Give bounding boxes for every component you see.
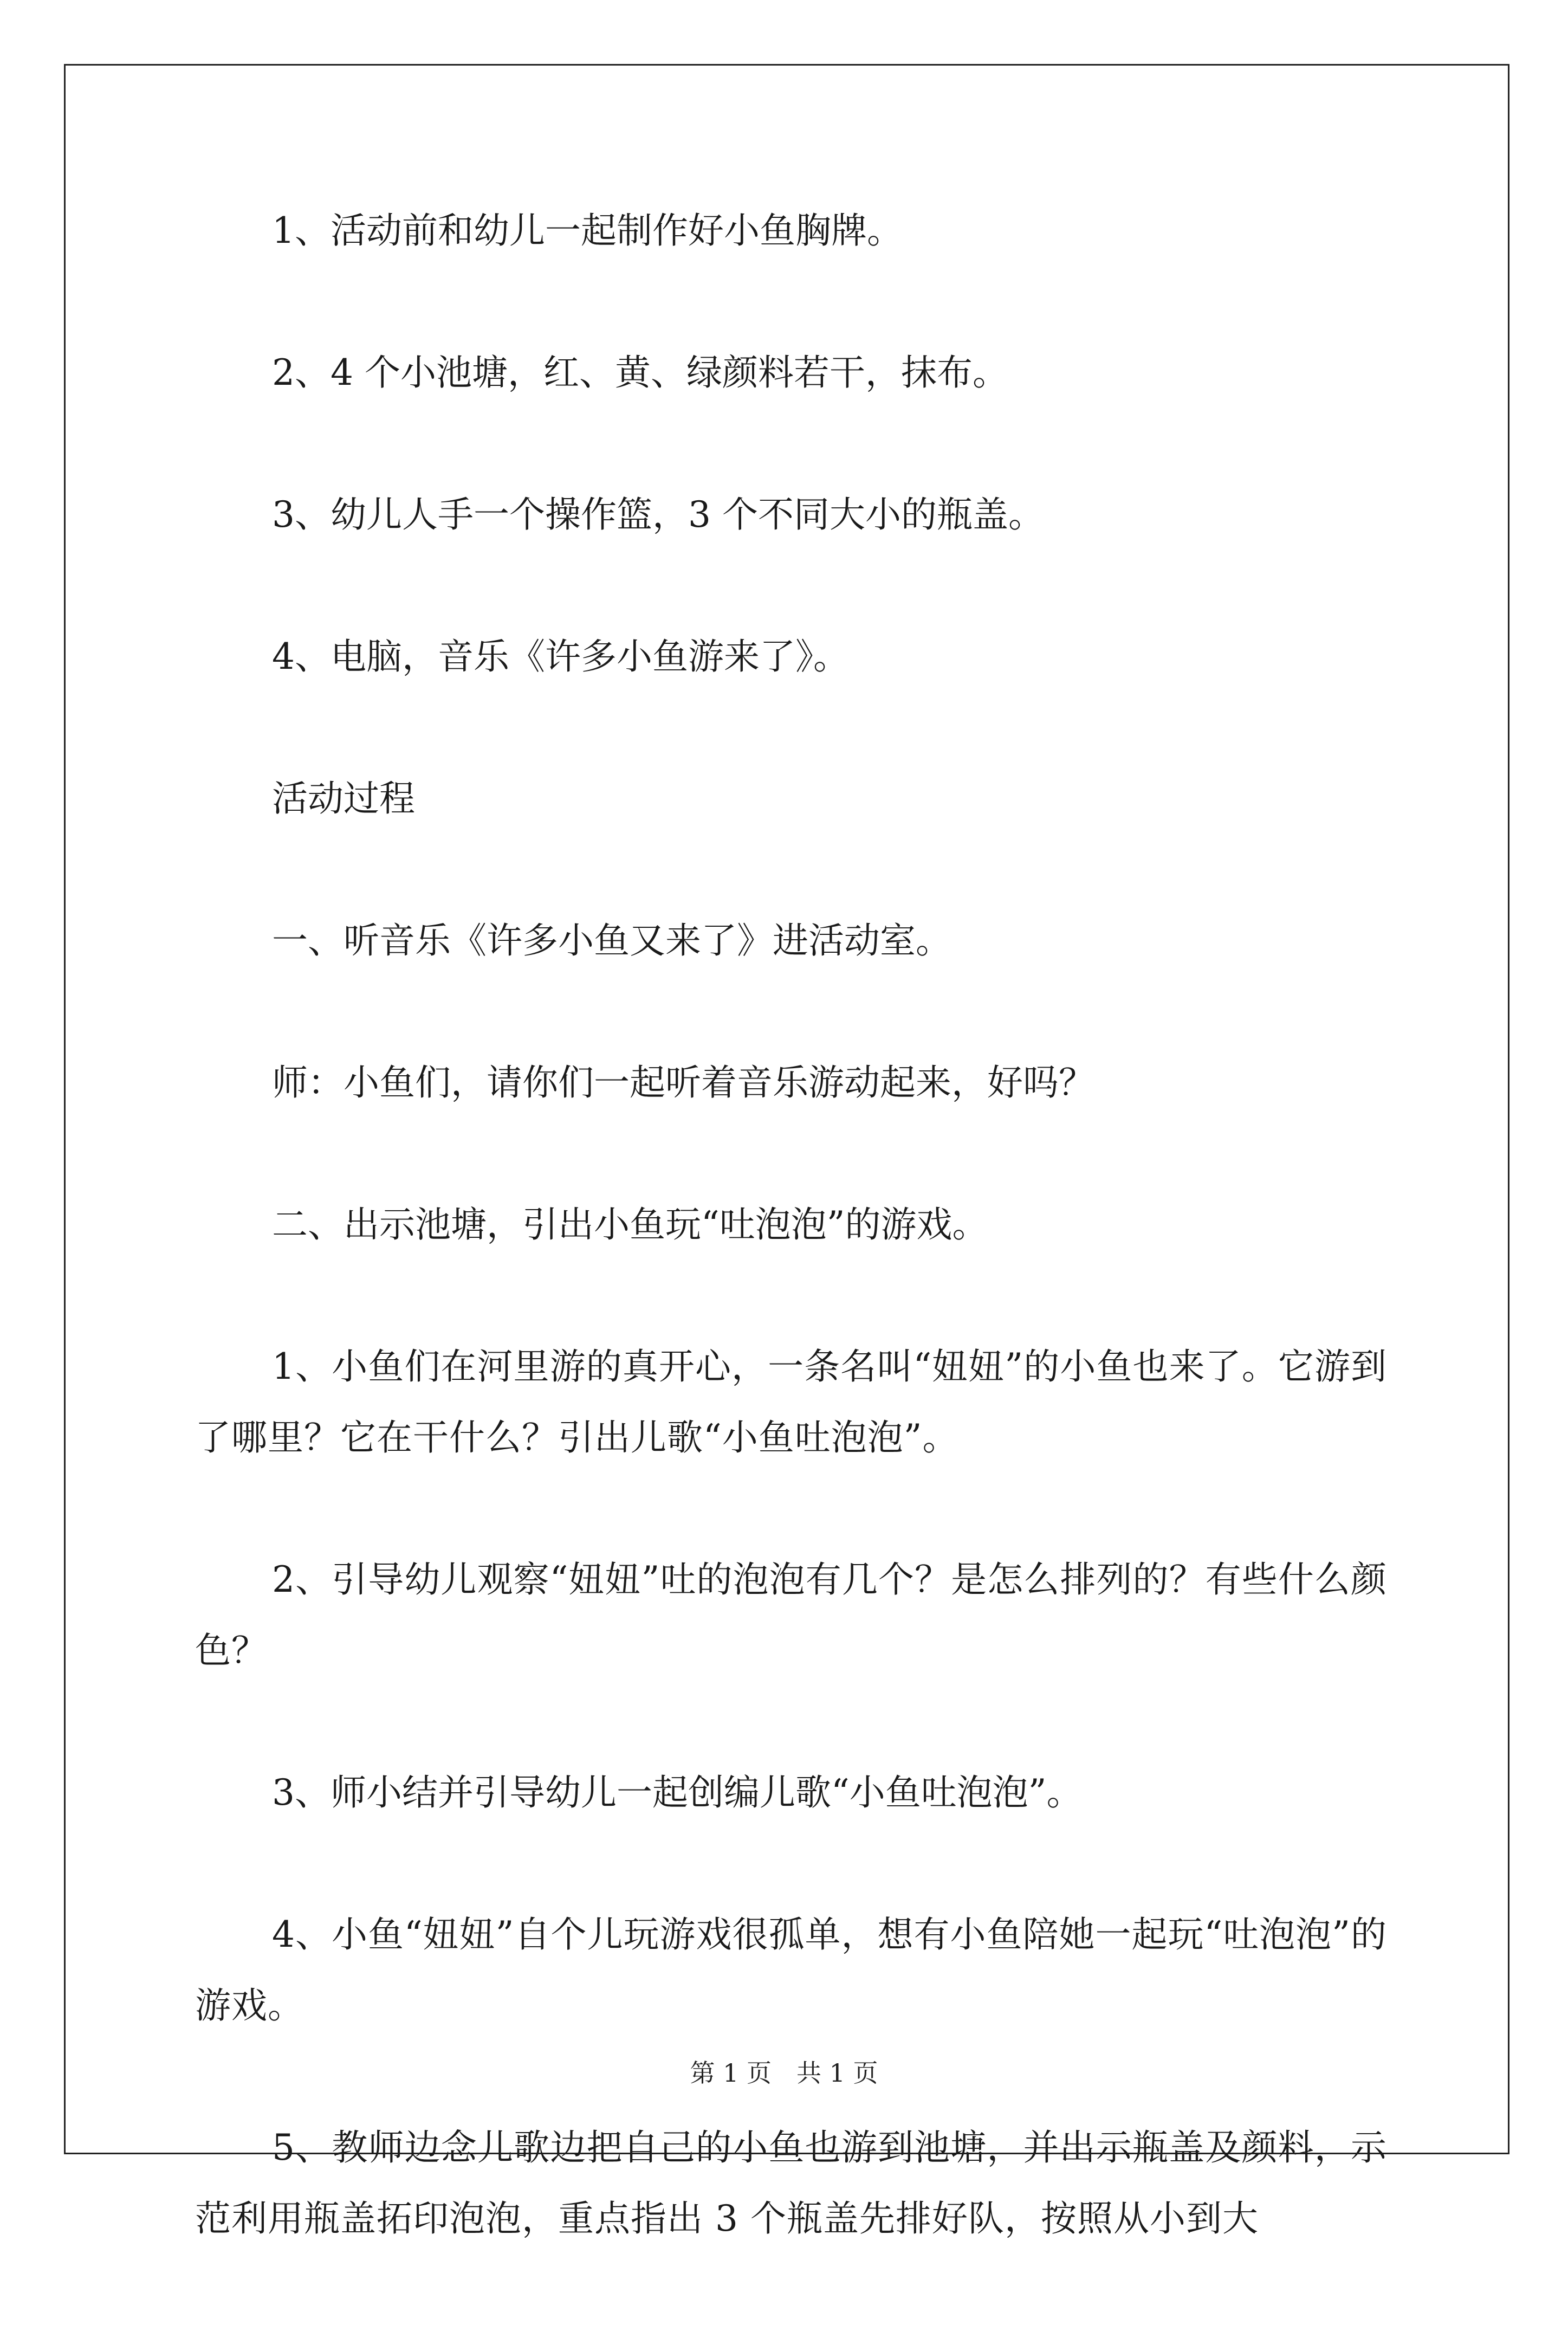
document-body [195,195,1387,2325]
paragraph-material-3: 3、幼儿人手一个操作篮，3 个不同大小的瓶盖。 [272,494,1044,535]
paragraph-material-4: 4、电脑，音乐《许多小鱼游来了》。 [272,636,849,677]
paragraph-step-2: 二、出示池塘，引出小鱼玩“吐泡泡”的游戏。 [272,1204,988,1245]
paragraph-substep-1: 1、小鱼们在河里游的真开心，一条名叫“妞妞”的小鱼也来了。它游到了哪里？它在干什么？引出儿歌“小鱼吐泡泡”。 [195,1346,1387,1458]
paragraph-substep-4: 4、小鱼“妞妞”自个儿玩游戏很孤单，想有小鱼陪她一起玩“吐泡泡”的游戏。 [195,1914,1387,2026]
paragraph-substep-2: 2、引导幼儿观察“妞妞”吐的泡泡有几个？是怎么排列的？有些什么颜色？ [195,1559,1387,1671]
paragraph-material-2: 2、4 个小池塘，红、黄、绿颜料若干，抹布。 [272,352,1008,393]
paragraph-teacher-line: 师：小鱼们，请你们一起听着音乐游动起来，好吗？ [272,1062,1094,1103]
page-footer: 第 1 页 共 1 页 [690,2058,878,2088]
paragraph-step-1: 一、听音乐《许多小鱼又来了》进活动室。 [272,920,951,961]
paragraph-material-1: 1、活动前和幼儿一起制作好小鱼胸牌。 [272,210,903,251]
section-heading-process: 活动过程 [272,778,415,819]
paragraph-substep-5: 5、教师边念儿歌边把自己的小鱼也游到池塘，并出示瓶盖及颜料，示范利用瓶盖拓印泡泡，重点指出 3 个瓶盖先排好队，按照从小到大 [195,2127,1387,2239]
paragraph-substep-3: 3、师小结并引导幼儿一起创编儿歌“小鱼吐泡泡”。 [272,1772,1083,1813]
